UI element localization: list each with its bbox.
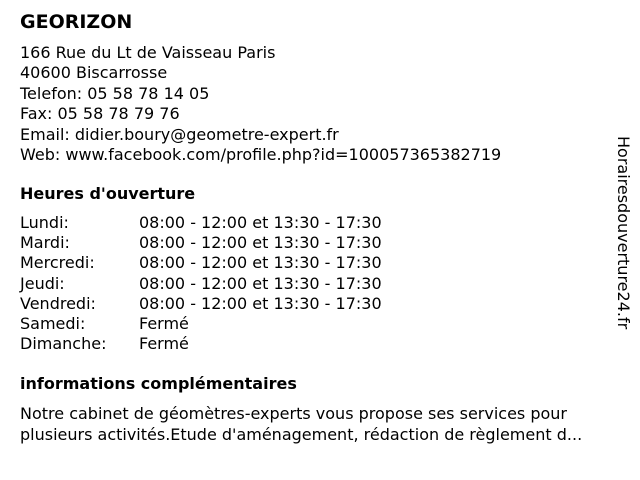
website-url: Web: www.facebook.com/profile.php?id=100057365382719 [20, 145, 502, 165]
day-label: Vendredi: [20, 293, 96, 313]
hours-row-tuesday [20, 233, 382, 253]
time-value: 08:00 - 12:00 et 13:30 - 17:30 [139, 293, 382, 313]
info-line-1: Notre cabinet de géomètres-experts vous propose ses services pour [20, 404, 567, 423]
day-label: Mercredi: [20, 253, 95, 273]
time-value: 08:00 - 12:00 et 13:30 - 17:30 [139, 253, 382, 273]
hours-row-sunday [20, 334, 382, 354]
hours-row-friday [20, 294, 382, 314]
day-label: Lundi: [20, 213, 69, 232]
email-address: Email: didier.boury@geometre-expert.fr [20, 124, 339, 144]
day-label: Dimanche: [20, 334, 107, 354]
hours-row-saturday [20, 314, 382, 334]
opening-hours-table [20, 213, 382, 354]
business-name: GEORIZON [20, 11, 133, 33]
time-value: 08:00 - 12:00 et 13:30 - 17:30 [139, 273, 382, 293]
time-value: 08:00 - 12:00 et 13:30 - 17:30 [139, 213, 382, 232]
day-label: Samedi: [20, 314, 86, 334]
address-line-2: 40600 Biscarrosse [20, 63, 168, 83]
time-value: Fermé [139, 314, 189, 334]
info-line-2: plusieurs activités.Etude d'aménagement, rédaction de règlement d... [20, 425, 583, 444]
info-heading: informations complémentaires [20, 374, 297, 393]
address-line-1: 166 Rue du Lt de Vaisseau Paris [20, 43, 276, 62]
info-description [20, 403, 635, 445]
hours-heading: Heures d'ouverture [20, 184, 196, 203]
time-value: Fermé [139, 334, 189, 354]
day-label: Jeudi: [20, 273, 65, 293]
contact-block [20, 43, 501, 165]
hours-row-thursday [20, 274, 382, 294]
site-watermark: Horairesdouverture24.fr [614, 136, 633, 330]
hours-row-monday [20, 213, 382, 233]
fax-number: Fax: 05 58 78 79 76 [20, 104, 180, 124]
hours-row-wednesday [20, 253, 382, 273]
time-value: 08:00 - 12:00 et 13:30 - 17:30 [139, 233, 382, 253]
day-label: Mardi: [20, 233, 70, 253]
phone-number: Telefon: 05 58 78 14 05 [20, 83, 210, 103]
